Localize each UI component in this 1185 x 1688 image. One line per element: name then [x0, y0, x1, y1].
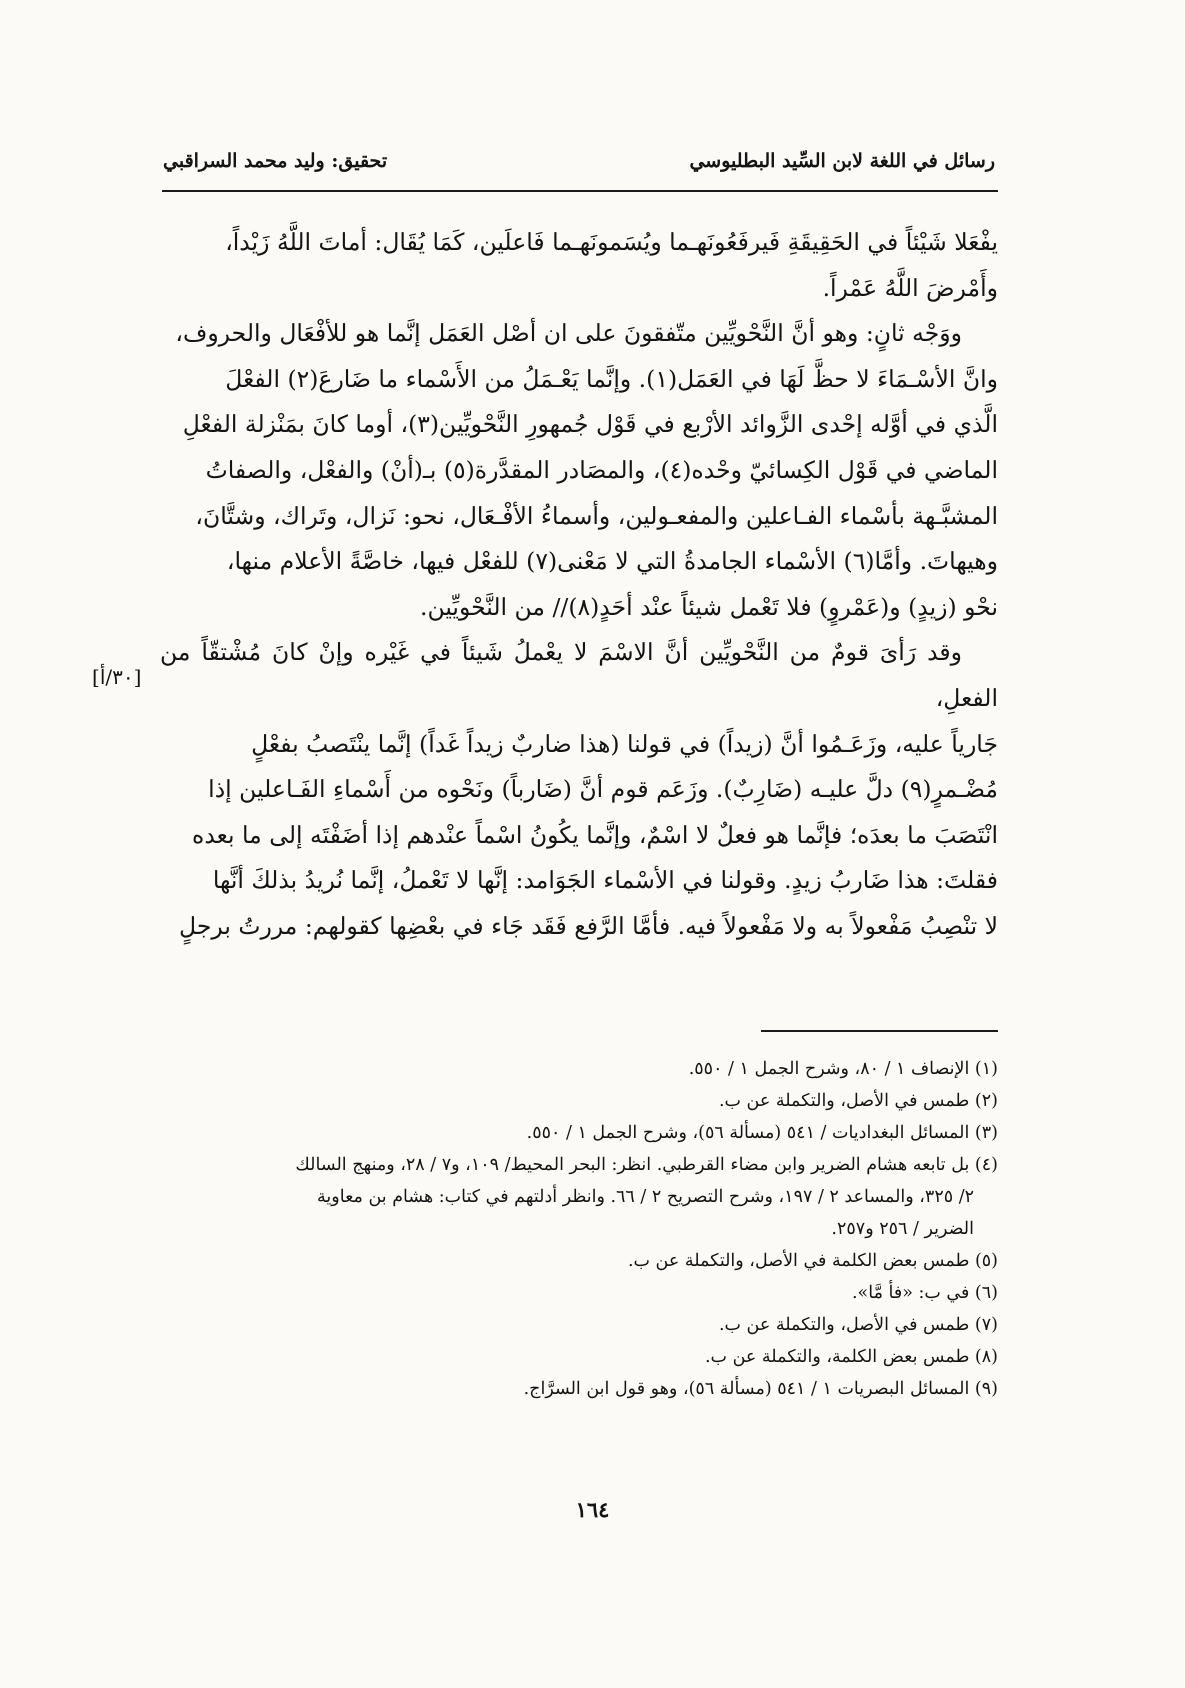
editor-credit: تحقيق: وليد محمد السراقبي	[163, 150, 388, 172]
footnote: (٩) المسائل البصريات ١ / ٥٤١ (مسألة ٥٦)، وهو قول ابن السرَّاج.	[523, 1379, 998, 1399]
footnote-continuation: الضرير / ٢٥٦ و٢٥٧.	[831, 1219, 974, 1239]
text-line: نحْو (زيدٍ) و(عَمْروٍ) فلا تَعْمل شيئاً عنْد أحَدٍ(٨)// من النَّحْويِّين.	[419, 592, 998, 621]
footnote: (٢) طمس في الأصل، والتكملة عن ب.	[718, 1091, 998, 1111]
text-line: المشبَّـهة بأسْماء الفـاعلين والمفعـولين، وأسماءُ الأفْـعَال، نحو: نَزال، وتَراك، وشتَّانَ،	[195, 501, 998, 530]
footnote: (١) الإنصاف ١ / ٨٠، وشرح الجمل ١ / ٥٥٠.	[688, 1059, 998, 1079]
running-header	[163, 150, 995, 172]
header-rule	[162, 190, 998, 192]
text-line: ووَجْه ثانٍ: وهو أنَّ النَّحْويِّين متّفقونَ على ان أصْل العَمَل إنَّما هو للأفْعَال والحروف،	[175, 319, 962, 348]
book-title: رسائل في اللغة لابن السِّيد البطليوسي	[689, 150, 995, 172]
text-line: وأَمْرضَ اللَّهُ عَمْراً.	[822, 273, 998, 302]
footnotes	[160, 1053, 998, 1405]
footnote-rule	[761, 1030, 998, 1032]
text-line: لا تنْصِبُ مَفْعولاً به ولا مَفْعولاً فيه. فأمَّا الرَّفع فَقَد جَاء في بعْضِها كقولهم: مررتُ برجلٍ	[179, 911, 998, 940]
footnote-continuation: ٢/ ٣٢٥، والمساعد ٢ / ١٩٧، وشرح التصريح ٢ / ٦٦. وانظر أدلتهم في كتاب: هشام بن معاوية	[317, 1187, 974, 1207]
text-line: الَّذي في أوَّله إحْدى الزَّوائد الأرْبع في قَوْل جُمهورِ النَّحْويِّين(٣)، أوما كانَ بمَنْزلة الفعْلِ	[182, 410, 998, 439]
footnote: (٦) في ب: «فأ مَّا».	[851, 1283, 998, 1303]
text-line: جَارياً عليه، وزَعَـمُوا أنَّ (زيداً) في قولنا (هذا ضاربٌ زيداً غَداً) إنَّما ينْتَصبُ بفعْلٍ	[251, 729, 998, 758]
footnote: (٨) طمس بعض الكلمة، والتكملة عن ب.	[704, 1347, 998, 1367]
text-line: وانَّ الأسْـمَاءَ لا حظَّ لَهَا في العَمَل(١). وإنَّما يَعْـمَلُ من الأَسْماء ما ضَارعَ(٢) الفعْلَ	[225, 364, 998, 393]
manuscript-folio-marker: [٣٠/أ]	[92, 665, 142, 689]
text-line: الماضي في قَوْل الكِسائيّ وحْده(٤)، والمصَادر المقدَّرة(٥) بـ(أنْ) والفعْل، والصفاتُ	[205, 455, 998, 484]
footnote: (٤) بل تابعه هشام الضرير وابن مضاء القرطبي. انظر: البحر المحيط/ ١٠٩، و٧ / ٢٨، ومنهج السالك	[295, 1155, 998, 1175]
footnote: (٧) طمس في الأصل، والتكملة عن ب.	[718, 1315, 998, 1335]
main-text	[160, 220, 998, 950]
text-line: يفْعَلا شَيْئاً في الحَقِيقَةِ فَيرفَعُونَهـما ويُسَمونَهـما فَاعلَين، كَمَا يُقَال: أماتَ اللَّهُ زَيْداً،	[225, 228, 998, 256]
text-line: وقد رَأىَ قومٌ من النَّحْويِّين أنَّ الاسْمَ لا يعْملُ شَيئاً في غَيْره وإنْ كانَ مُشْتقّاً من الفعلِ،	[160, 638, 998, 712]
page-number: ١٦٤	[575, 1497, 610, 1522]
footnote: (٣) المسائل البغداديات / ٥٤١ (مسألة ٥٦)، وشرح الجمل ١ / ٥٥٠.	[526, 1123, 998, 1143]
text-line: انْتَصَبَ ما بعدَه؛ فإنَّما هو فعلٌ لا اسْمٌ، وإنَّما يكُونُ اسْماً عنْدهم إذا أضَفْتَه إلى ما بعده	[192, 820, 998, 849]
footnote: (٥) طمس بعض الكلمة في الأصل، والتكملة عن ب.	[627, 1251, 998, 1271]
text-line: مُضْـمرٍ(٩) دلَّ عليـه (ضَارِبٌ). وزَعَم قوم أنَّ (ضَارباً) ونَحْوه من أَسْماءِ الفَـاعلين إذا	[208, 775, 998, 804]
text-line: وهيهاتَ. وأمَّا(٦) الأسْماء الجامدةُ التي لا مَعْنى(٧) للفعْل فيها، خاصَّةً الأعلام منها،	[226, 547, 998, 576]
text-line: فقلتَ: هذا ضَاربُ زيدٍ. وقولنا في الأسْماء الجَوَامد: إنَّها لا تَعْملُ، إنَّما نُريدُ بذلكَ أنَّها	[212, 866, 998, 895]
